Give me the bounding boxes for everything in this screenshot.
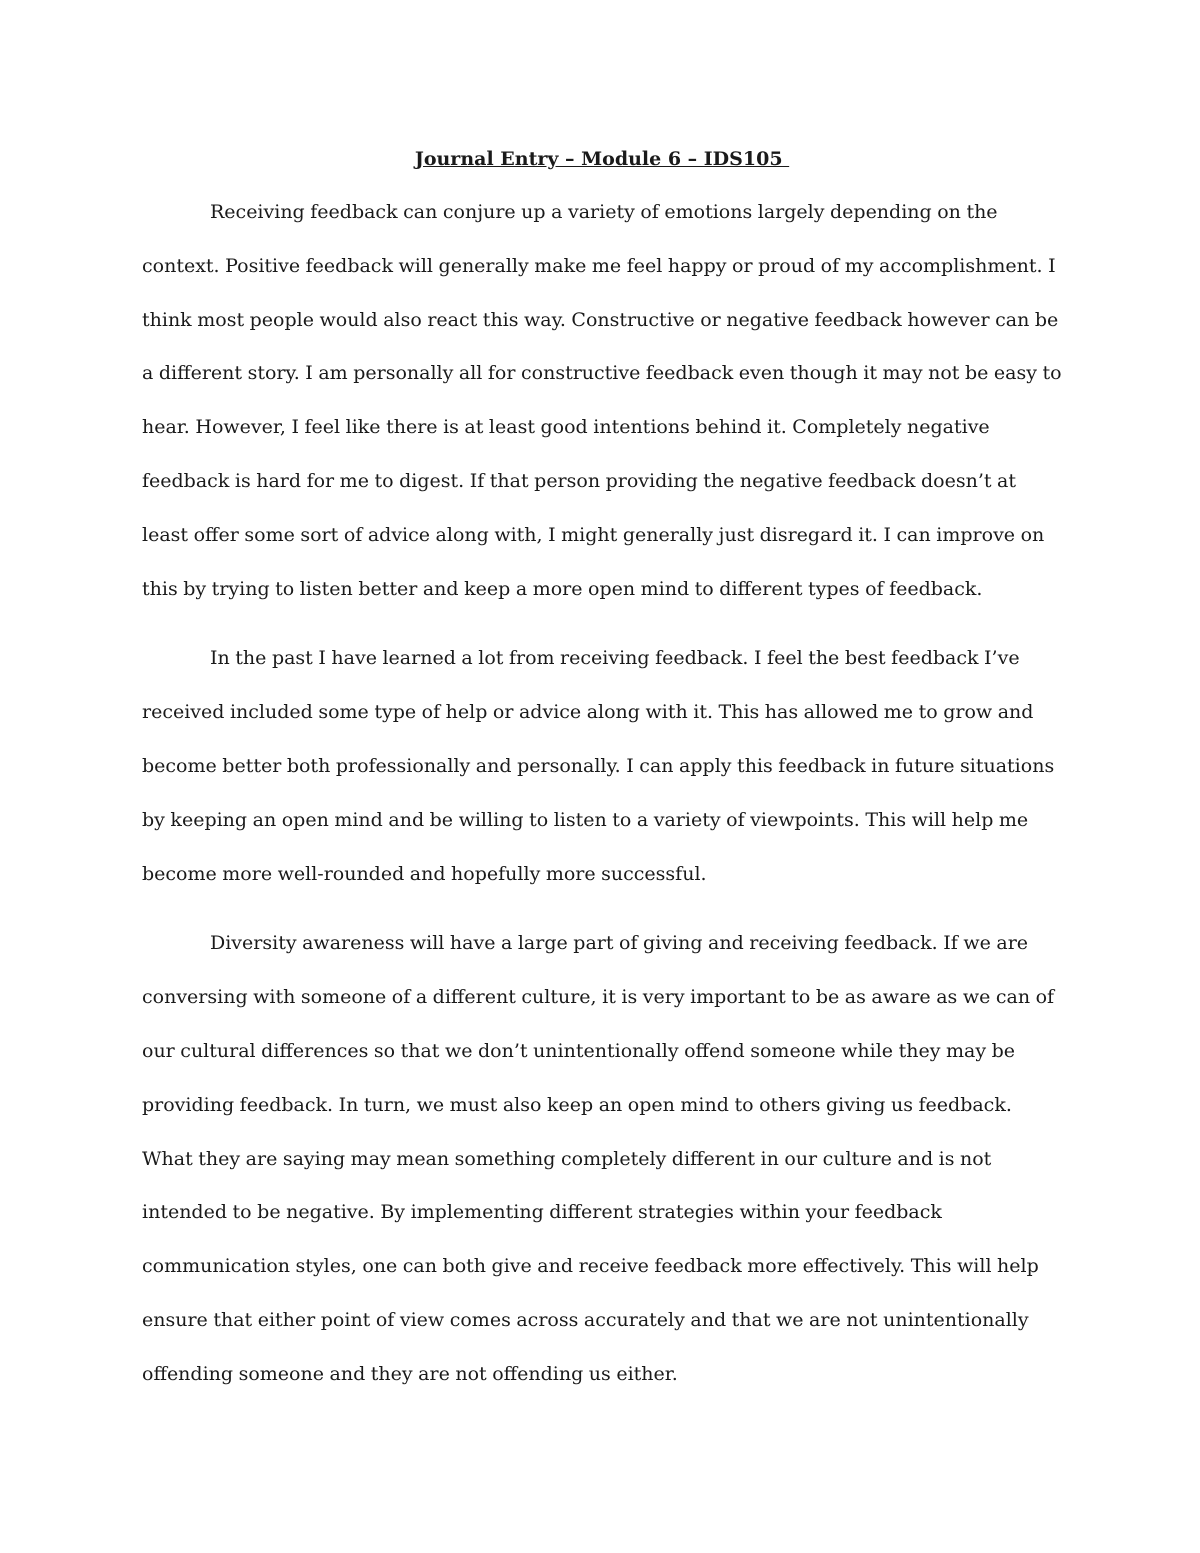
paragraph-past-learning: In the past I have learned a lot from receiving feedback. I feel the best feedback I’ve received included some type of help or advice along with it. This has allowed me to grow and become better both professionally and personally. I can apply this feedback in future situations by keeping an open mind and be willing to listen to a variety of viewpoints. This will help me become more well-rounded and hopefully more successful.: [142, 647, 1055, 885]
paragraph-feedback-emotions: Receiving feedback can conjure up a variety of emotions largely depending on the context. Positive feedback will generally make me feel happy or proud of my accomplishment. I think most people would also react this way. Constructive or negative feedback however can be a different story. I am personally all for constructive feedback even though it may not be easy to hear. However, I feel like there is at least good intentions behind it. Completely negative feedback is hard for me to digest. If that person providing the negative feedback doesn’t at least offer some sort of advice along with, I might generally just disregard it. I can improve on this by trying to listen better and keep a more open mind to different types of feedback.: [142, 201, 1062, 600]
document-body: [142, 142, 1062, 1402]
paragraph-diversity-awareness: Diversity awareness will have a large part of giving and receiving feedback. If we are conversing with someone of a different culture, it is very important to be as aware as we can of our cultural differences so that we don’t unintentionally offend someone while they may be providing feedback. In turn, we must also keep an open mind to others giving us feedback. What they are saying may mean something completely different in our culture and is not intended to be negative. By implementing different strategies within your feedback communication styles, one can both give and receive feedback more effectively. This will help ensure that either point of view comes across accurately and that we are not unintentionally offending someone and they are not offending us either.: [142, 932, 1055, 1385]
document-title: Journal Entry – Module 6 – IDS105: [414, 148, 790, 170]
